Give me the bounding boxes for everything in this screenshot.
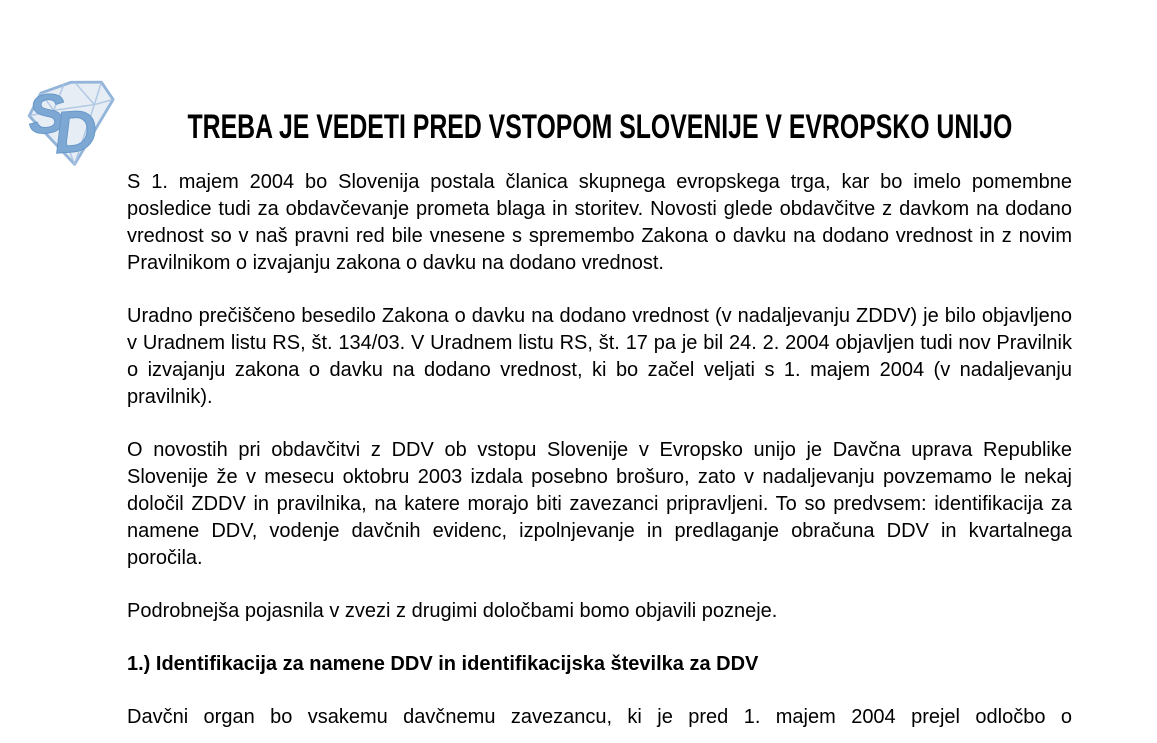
paragraph-intro: S 1. majem 2004 bo Slovenija postala članica skupnega evropskega trga, kar bo imelo pomembne posledice tudi za obdavčevanje prometa blaga in storitev. Novosti glede obdavčitve z davkom na dodano vrednost so v naš pravni red bile vnesene s spremembo Zakona o davku na dodano vrednost in z novim Pravilnikom o izvajanju zakona o davku na dodano vrednost. bbox=[127, 171, 1072, 274]
paragraph-official-gazette: Uradno prečiščeno besedilo Zakona o davku na dodano vrednost (v nadaljevanju ZDDV) je bilo objavljeno v Uradnem listu RS, št. 134/03. V Uradnem listu RS, št. 17 pa je bil 24. 2. 2004 objavljen tudi nov Pravilnik o izvajanju zakona o davku na dodano vrednost, ki bo začel veljati s 1. majem 2004 (v nadaljevanju pravilnik). bbox=[127, 305, 1072, 408]
logo-letter-s: S bbox=[25, 81, 68, 146]
logo-letter-d: D bbox=[51, 96, 100, 167]
paragraph-brochure-summary: O novostih pri obdavčitvi z DDV ob vstopu Slovenije v Evropsko unijo je Davčna uprava Republike Slovenije že v mesecu oktobru 2003 izdala posebno brošuro, zato v nadaljevanju povzemamo le nekaj določil ZDDV in pravilnika, na katere morajo biti zavezanci pripravljeni. To so predvsem: identifikacija za namene DDV, vodenje davčnih evidenc, izpolnjevanje in predlaganje obračuna DDV in kvartalnega poročila. bbox=[127, 439, 1072, 569]
text-column bbox=[127, 0, 1072, 731]
section-heading-ddv-identification: 1.) Identifikacija za namene DDV in identifikacijska številka za DDV bbox=[127, 653, 759, 675]
title-row bbox=[127, 109, 1072, 146]
diamond-shape bbox=[26, 78, 117, 168]
paragraph-tax-authority-cutoff: Davčni organ bo vsakemu davčnemu zavezancu, ki je pred 1. majem 2004 prejel odločbo o bbox=[127, 706, 1072, 728]
sd-diamond-logo bbox=[23, 70, 120, 173]
document-title: TREBA JE VEDETI PRED VSTOPOM SLOVENIJE V EVROPSKO UNIJO bbox=[187, 108, 1012, 146]
paragraph-further-explanations: Podrobnejša pojasnila v zvezi z drugimi določbami bomo objavili pozneje. bbox=[127, 600, 778, 622]
